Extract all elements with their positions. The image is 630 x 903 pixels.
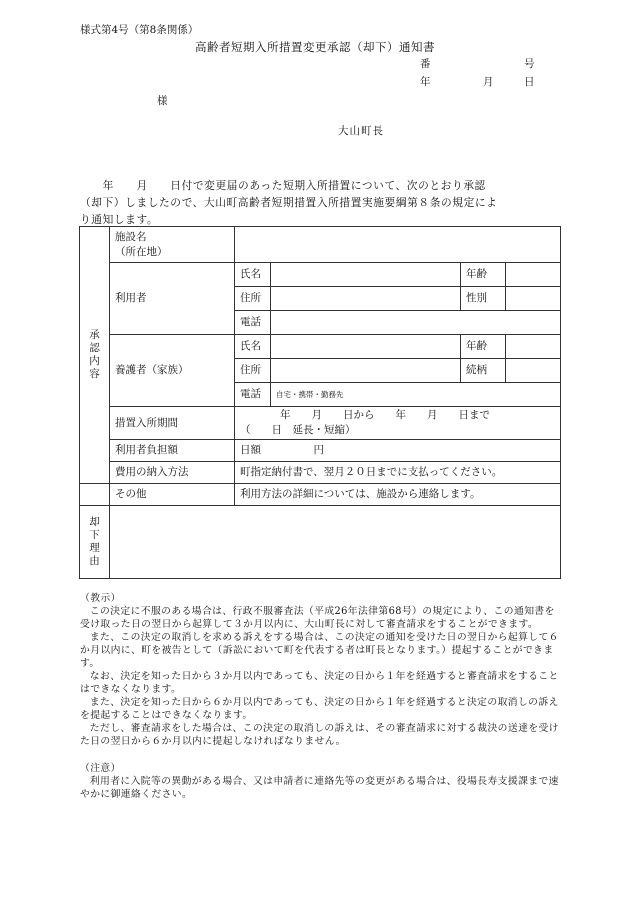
guardian-label: 養護者（家族）	[110, 335, 235, 407]
date-month: 月	[483, 76, 494, 88]
number-ban: 番	[420, 58, 431, 70]
user-name-field[interactable]	[271, 263, 461, 287]
guardian-age-field[interactable]	[506, 335, 561, 359]
approval-section-label: 承認内容	[80, 227, 110, 484]
intro-line: 年 月 日付で変更届のあった短期入所措置について、次のとおり承認	[80, 179, 486, 192]
guardian-relation-label: 続柄	[461, 359, 506, 383]
user-address-label: 住所	[235, 287, 271, 311]
guardian-name-field[interactable]	[271, 335, 461, 359]
facility-value[interactable]	[235, 227, 561, 263]
guardian-address-field[interactable]	[271, 359, 461, 383]
guardian-relation-field[interactable]	[506, 359, 561, 383]
user-name-label: 氏名	[235, 263, 271, 287]
approval-section-label-continued	[80, 484, 110, 506]
instructions-paragraph: また、この決定の取消しを求める訴えをする場合は、この決定の通知を受けた日の翌日から起算して６か月以内に、町を被告として（訴訟において町を代表する者は町長となります。）提起することができます。	[80, 632, 559, 669]
user-gender-field[interactable]	[506, 287, 561, 311]
user-age-label: 年齢	[461, 263, 506, 287]
other-value: 利用方法の詳細については、施設から連絡します。	[235, 484, 561, 506]
date-day: 日	[524, 76, 535, 88]
payment-label: 費用の納入方法	[110, 462, 235, 484]
burden-label: 利用者負担額	[110, 440, 235, 462]
rejection-reason-field[interactable]	[110, 506, 561, 579]
period-extension-line: （ 日 延長・短縮）	[240, 424, 356, 436]
user-gender-label: 性別	[461, 287, 506, 311]
intro-line: （却下）しましたので、大山町高齢者短期措置入所措置実施要綱第８条の規定によ	[80, 196, 498, 209]
form-label: 様式第4号（第8条関係）	[80, 24, 199, 36]
facility-label: 施設名 （所在地）	[110, 227, 235, 263]
phone-note: 自宅・携帯・勤務先	[276, 390, 344, 400]
caution-heading: （注意）	[80, 763, 121, 774]
instructions-paragraph: また、決定を知った日から６か月以内であっても、決定の日から１年を経過すると決定の取消しの訴えを提起することはできなくなります。	[80, 697, 559, 721]
notes-section	[80, 592, 564, 801]
user-label: 利用者	[110, 263, 235, 335]
caution-text: 利用者に入院等の異動がある場合、又は申請者に連絡先等の変更がある場合は、役場長寿支援課まで速やかに御連絡ください。	[80, 776, 559, 800]
instructions-paragraph: この決定に不服のある場合は、行政不服審査法（平成26年法律第68号）の規定により、この通知書を受け取った日の翌日から起算して３か月以内に、大山町長に対して審査請求をすることができます。	[80, 606, 555, 630]
user-age-field[interactable]	[506, 263, 561, 287]
instructions-paragraph: ただし、審査請求をした場合は、この決定の取消しの訴えは、その審査請求に対する裁決の送達を受けた日の翌日から６か月以内に提起しなければなりません。	[80, 723, 559, 747]
guardian-name-label: 氏名	[235, 335, 271, 359]
intro-paragraph	[80, 177, 558, 228]
rejection-section-label: 却下理由	[80, 506, 110, 579]
instructions-paragraph: なお、決定を知った日から３か月以内であっても、決定の日から１年を経過すると審査請求をすることはできなくなります。	[80, 671, 559, 695]
period-line: 年 月 日から 年 月 日まで	[280, 409, 490, 421]
other-label: その他	[110, 484, 235, 506]
guardian-phone-label: 電話	[235, 383, 271, 407]
instructions-heading: （教示）	[80, 593, 121, 604]
burden-value[interactable]: 日額 円	[235, 440, 561, 462]
details-table	[79, 226, 561, 579]
document-title: 高齢者短期入所措置変更承認（却下）通知書	[195, 40, 435, 54]
user-phone-label: 電話	[235, 311, 271, 335]
user-phone-field[interactable]	[271, 311, 561, 335]
intro-line: り通知します。	[80, 213, 159, 226]
number-go: 号	[524, 58, 535, 70]
guardian-address-label: 住所	[235, 359, 271, 383]
period-label: 措置入所期間	[110, 407, 235, 440]
period-value[interactable]	[235, 407, 561, 440]
date-year: 年	[420, 76, 431, 88]
issuer: 大山町長	[338, 125, 384, 137]
guardian-age-label: 年齢	[461, 335, 506, 359]
addressee-suffix: 様	[157, 95, 168, 107]
user-address-field[interactable]	[271, 287, 461, 311]
payment-value: 町指定納付書で、翌月２０日までに支払ってください。	[235, 462, 561, 484]
guardian-phone-field[interactable]	[271, 383, 561, 407]
